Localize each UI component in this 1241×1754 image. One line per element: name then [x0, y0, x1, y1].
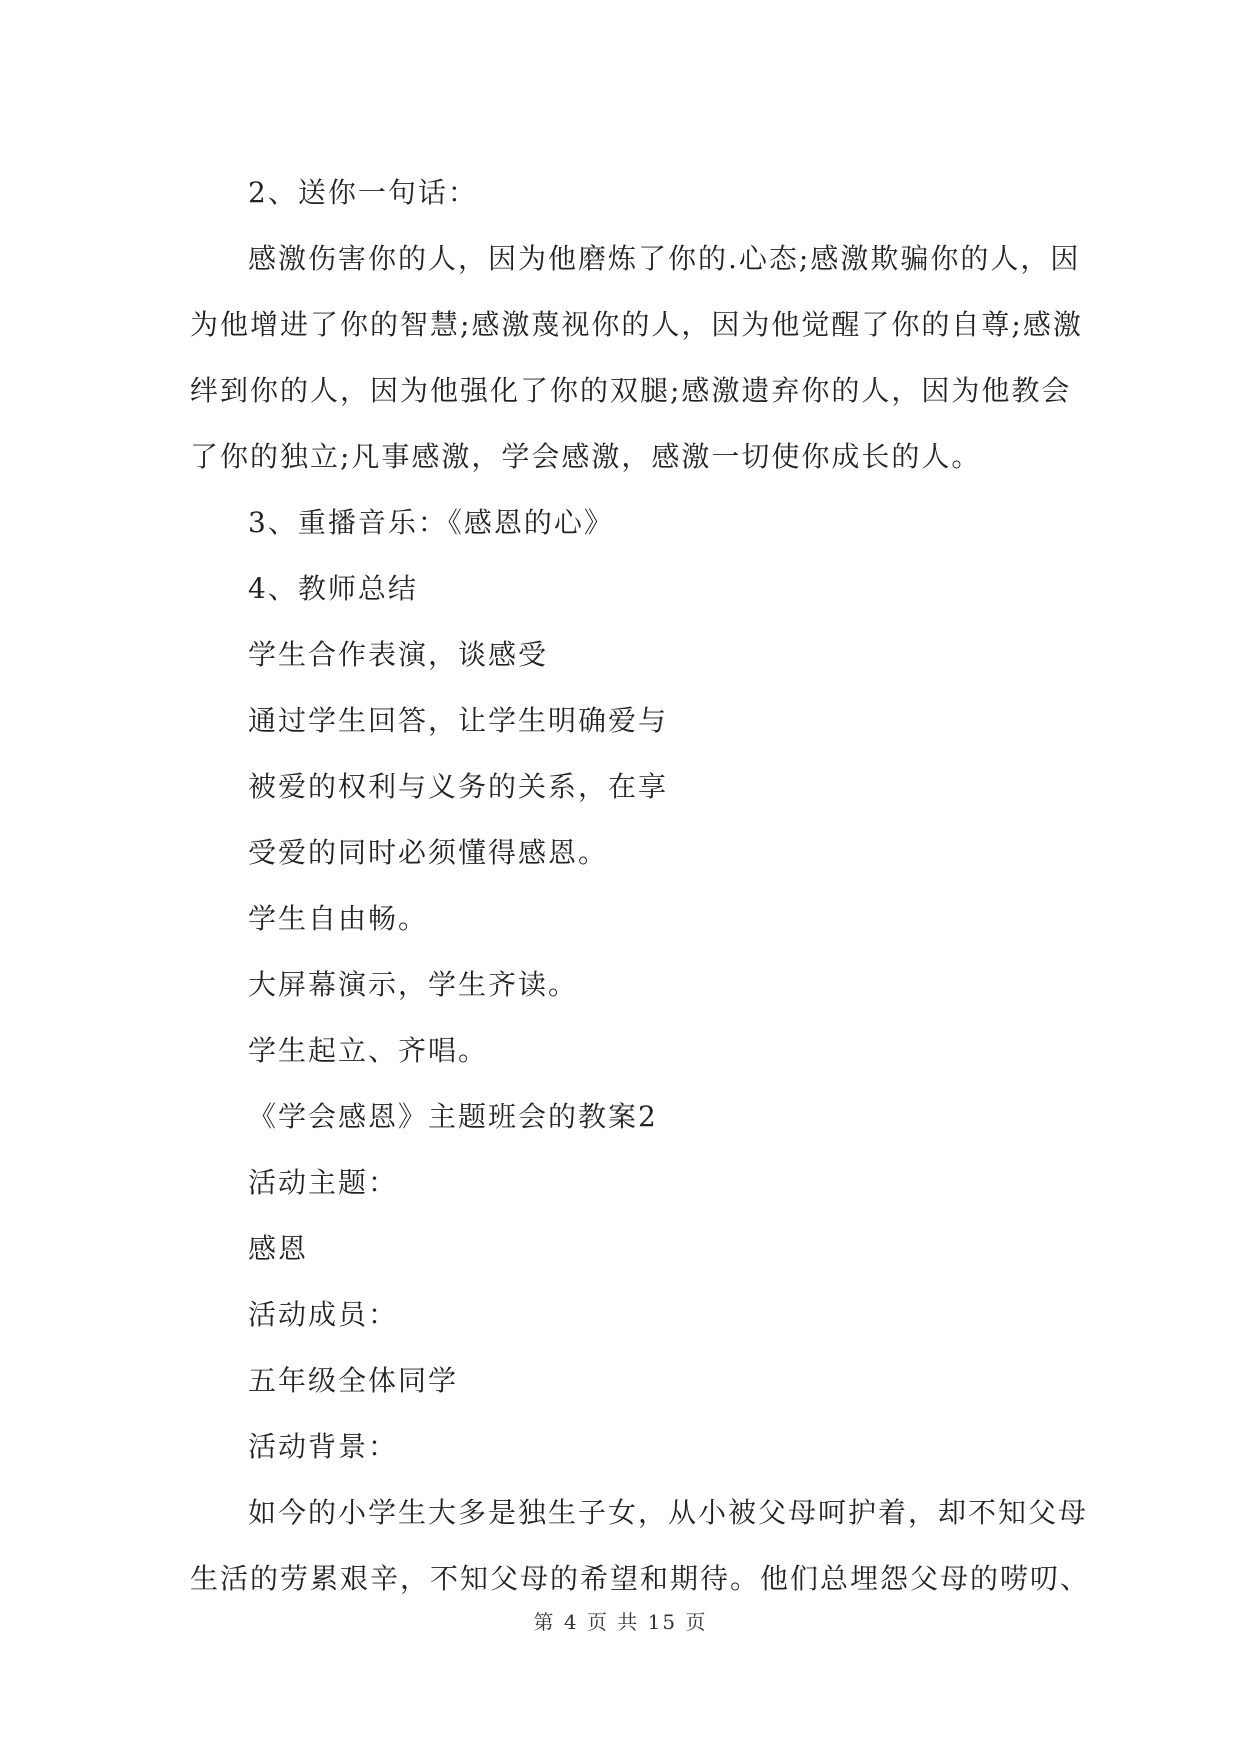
paragraph-line: 如今的小学生大多是独生子女，从小被父母呵护着，却不知父母	[248, 1496, 1089, 1529]
paragraph-line: 为他增进了你的智慧;感激蔑视你的人，因为他觉醒了你的自尊;感激	[190, 308, 1083, 341]
field-label-theme: 活动主题：	[248, 1166, 399, 1199]
paragraph-line: 生活的劳累艰辛，不知父母的希望和期待。他们总埋怨父母的唠叨、	[190, 1562, 1091, 1595]
paragraph-line: 了你的独立;凡事感激，学会感激，感激一切使你成长的人。	[190, 440, 982, 473]
text-line: 通过学生回答，让学生明确爱与	[248, 704, 669, 737]
text-line: 学生自由畅。	[248, 902, 429, 935]
text-line: 学生合作表演，谈感受	[248, 638, 549, 671]
text-line: 被爱的权利与义务的关系，在享	[248, 770, 669, 803]
paragraph-line: 绊到你的人，因为他强化了你的双腿;感激遗弃你的人，因为他教会	[190, 374, 1072, 407]
text-line: 受爱的同时必须懂得感恩。	[248, 836, 609, 869]
text-line: 学生起立、齐唱。	[248, 1034, 489, 1067]
section-heading-3: 3、重播音乐：《感恩的心》	[248, 506, 614, 539]
paragraph-line: 感激伤害你的人，因为他磨炼了你的.心态;感激欺骗你的人，因	[248, 242, 1081, 275]
section-heading-4: 4、教师总结	[248, 572, 418, 605]
field-label-members: 活动成员：	[248, 1298, 399, 1331]
section-heading-2: 2、送你一句话：	[248, 176, 478, 209]
page-number-footer: 第 4 页 共 15 页	[533, 1610, 708, 1634]
field-value-theme: 感恩	[248, 1232, 309, 1265]
text-line: 大屏幕演示，学生齐读。	[248, 968, 579, 1001]
document-body	[190, 160, 1091, 1612]
field-label-background: 活动背景：	[248, 1430, 399, 1463]
field-value-members: 五年级全体同学	[248, 1364, 459, 1397]
lesson-plan-title: 《学会感恩》主题班会的教案2	[248, 1100, 658, 1133]
